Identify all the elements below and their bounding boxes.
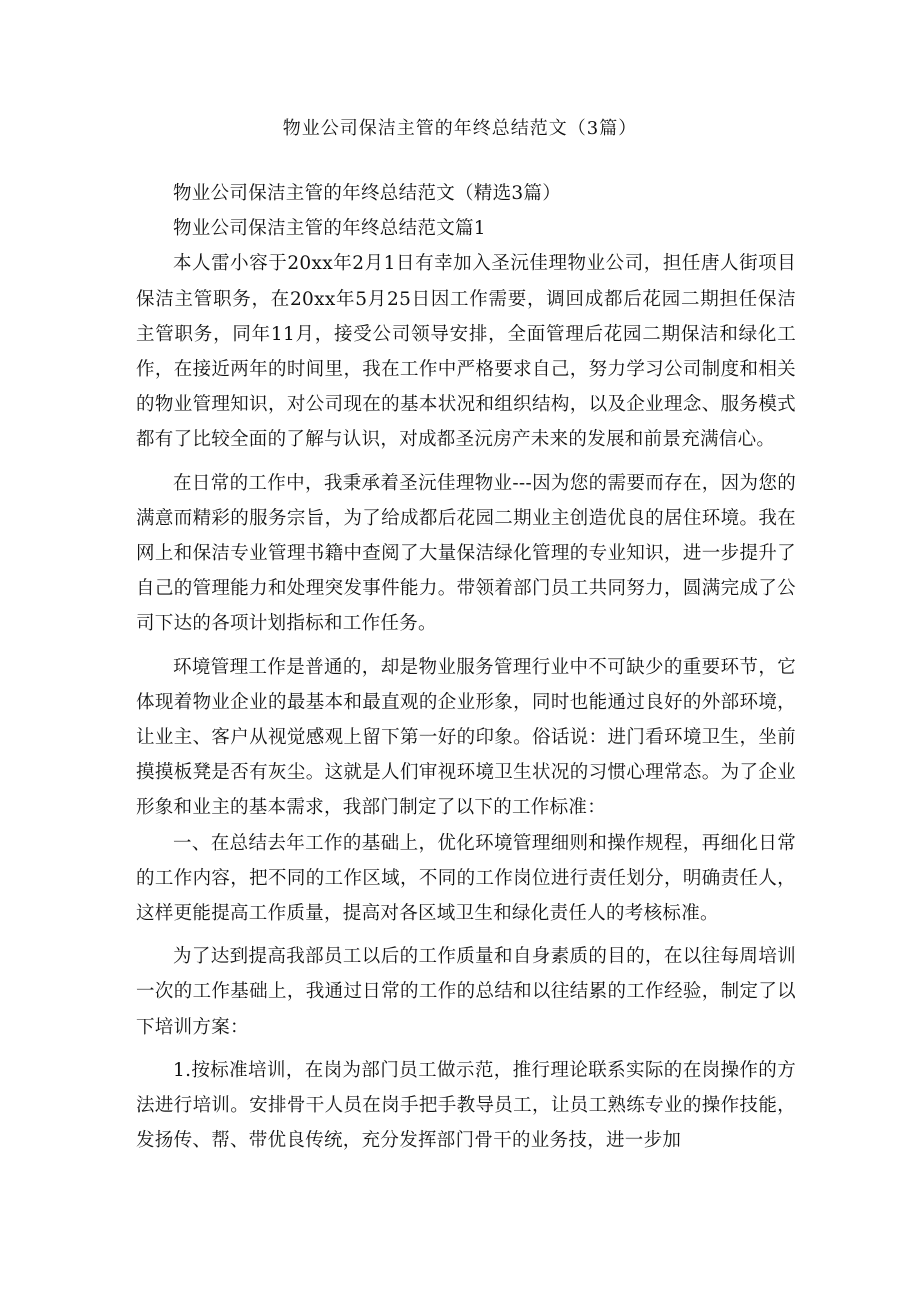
paragraph: 一、在总结去年工作的基础上，优化环境管理细则和操作规程，再细化日常的工作内容，把不同的工作区域，不同的工作岗位进行责任划分，明确责任人，这样更能提高工作质量，提高对各区域卫生和绿化责任人的考核标准。: [136, 832, 796, 925]
document-subtitle: 物业公司保洁主管的年终总结范文（精选3篇）: [173, 183, 562, 204]
paragraph: 为了达到提高我部员工以后的工作质量和自身素质的目的，在以往每周培训一次的工作基础上，我通过日常的工作的总结和以往结累的工作经验，制定了以下培训方案：: [136, 946, 796, 1038]
document-title: 物业公司保洁主管的年终总结范文（3篇）: [282, 118, 638, 139]
document-body: [136, 176, 796, 1158]
paragraph: 环境管理工作是普通的，却是物业服务管理行业中不可缺少的重要环节，它体现着物业企业的最基本和最直观的企业形象，同时也能通过良好的外部环境，让业主、客户从视觉感观上留下第一好的印象。俗话说：进门看环境卫生，坐前摸摸板凳是否有灰尘。这就是人们审视环境卫生状况的习惯心理常态。为了企业形象和业主的基本需求，我部门制定了以下的工作标准：: [136, 656, 796, 819]
section-heading: 物业公司保洁主管的年终总结范文篇1: [173, 218, 486, 240]
paragraph: 在日常的工作中，我秉承着圣沅佳理物业---因为您的需要而存在，因为您的满意而精彩的服务宗旨，为了给成都后花园二期业主创造优良的居住环境。我在网上和保洁专业管理书籍中查阅了大量保洁绿化管理的专业知识，进一步提升了自己的管理能力和处理突发事件能力。带领着部门员工共同努力，圆满完成了公司下达的各项计划指标和工作任务。: [136, 472, 796, 635]
paragraph: 1.按标准培训，在岗为部门员工做示范，推行理论联系实际的在岗操作的方法进行培训。安排骨干人员在岗手把手教导员工，让员工熟练专业的操作技能，发扬传、帮、带优良传统，充分发挥部门骨干的业务技，进一步加: [136, 1059, 796, 1152]
paragraph: 本人雷小容于20xx年2月1日有幸加入圣沅佳理物业公司，担任唐人街项目保洁主管职务，在20xx年5月25日因工作需要，调回成都后花园二期担任保洁主管职务，同年11月，接受公司领导安排，全面管理后花园二期保洁和绿化工作，在接近两年的时间里，我在工作中严格要求自己，努力学习公司制度和相关的物业管理知识，对公司现在的基本状况和组织结构，以及企业理念、服务模式都有了比较全面的了解与认识，对成都圣沅房产未来的发展和前景充满信心。: [136, 253, 796, 451]
